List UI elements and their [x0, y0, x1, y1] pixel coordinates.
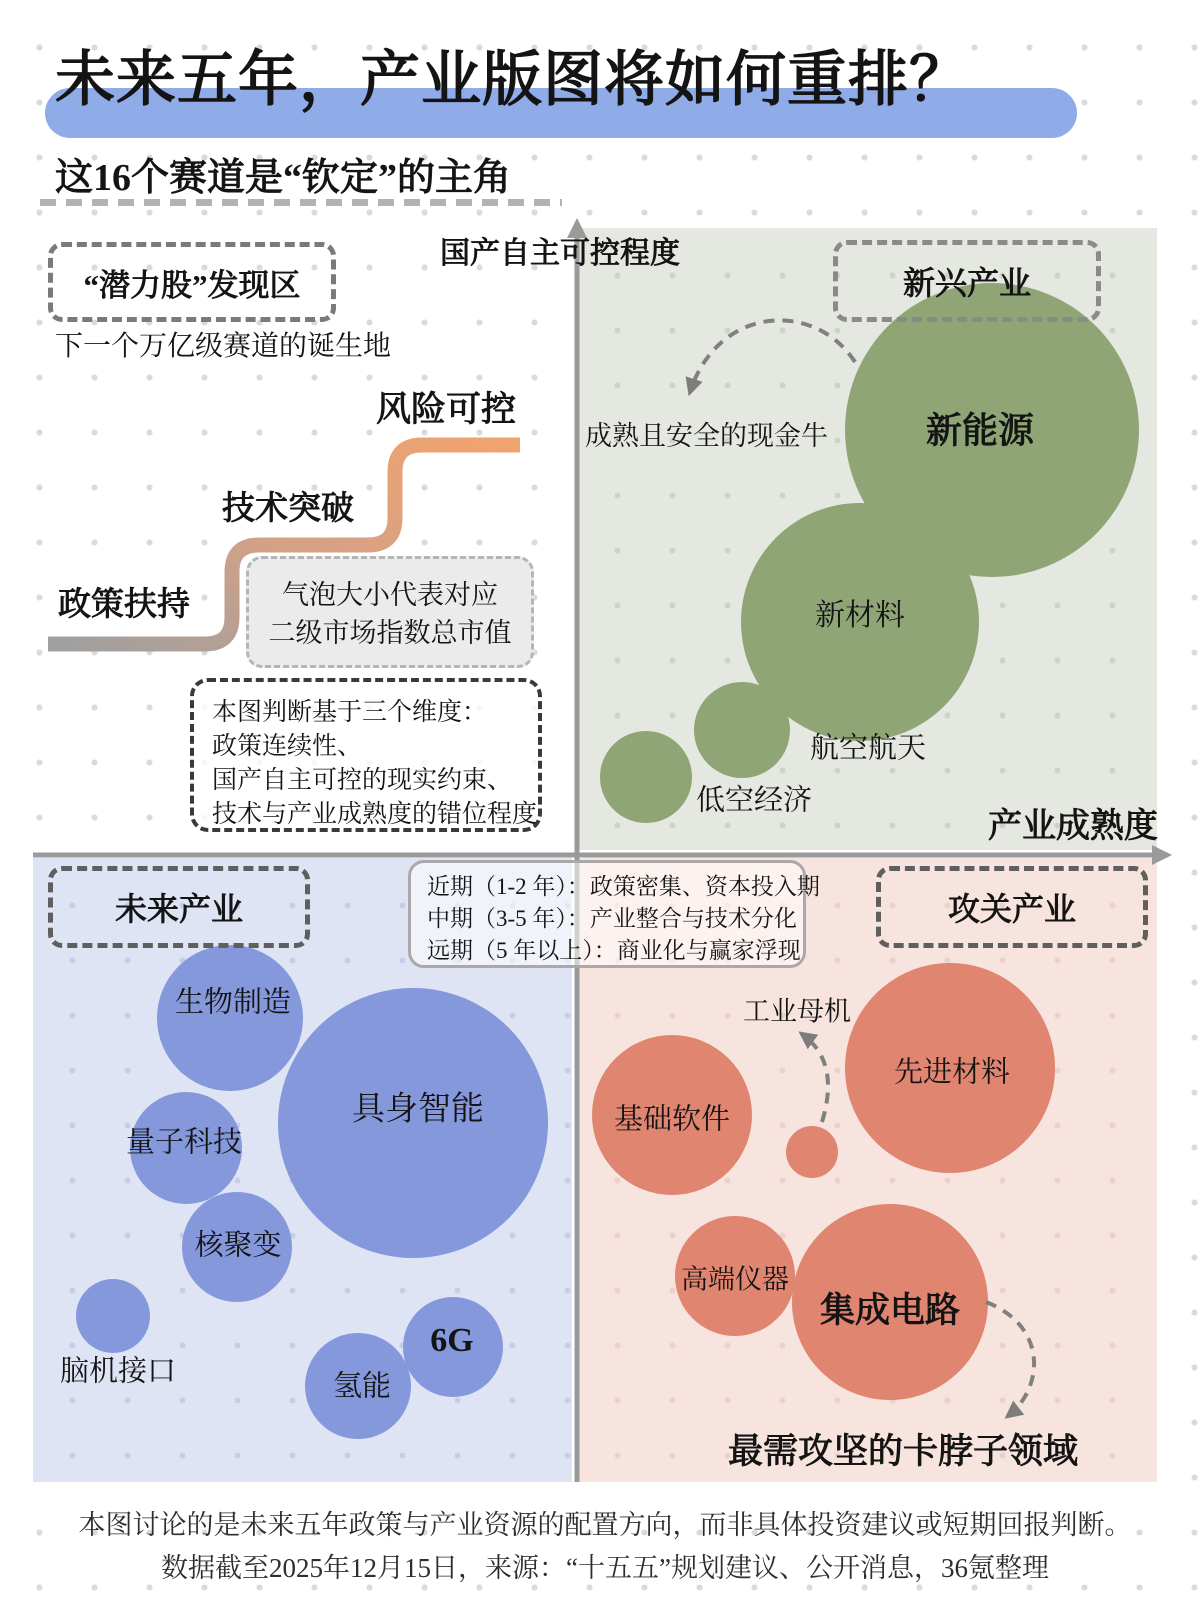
dimensions-note-line2: 政策连续性、: [212, 733, 363, 760]
bubble-工业母机: [786, 1126, 838, 1178]
step-label-tech: 技术突破: [222, 491, 354, 527]
y-axis-label: 国产自主可控程度: [440, 237, 680, 270]
bubble-label-新材料: 新材料: [815, 599, 905, 632]
bubble-脑机接口: [76, 1279, 150, 1353]
bubble-label-生物制造: 生物制造: [174, 986, 292, 1019]
periods-far: 远期（5 年以上）：商业化与赢家浮现: [427, 938, 801, 963]
bubble-label-核聚变: 核聚变: [194, 1229, 282, 1262]
bubble-label-脑机接口: 脑机接口: [59, 1355, 177, 1388]
bubble-size-note-line1: 气泡大小代表对应: [282, 580, 498, 610]
bubble-label-先进材料: 先进材料: [893, 1056, 1011, 1089]
quadrant-label-emerging-text: 新兴产业: [902, 265, 1031, 301]
page-subtitle: 这16个赛道是“钦定”的主角: [55, 157, 512, 199]
subtitle-dashed-underline: [40, 199, 562, 206]
bubble-label-低空经济: 低空经济: [695, 784, 813, 817]
bubble-label-6G: 6G: [430, 1322, 474, 1359]
quadrant-label-future: [48, 866, 310, 948]
footer-line2: 数据截至2025年12月15日，来源：“十五五”规划建议、公开消息，36氪整理: [161, 1553, 1049, 1583]
quadrant-label-breakthrough-text: 攻关产业: [947, 891, 1076, 927]
dimensions-note-line3: 国产自主可控的现实约束、: [212, 767, 513, 794]
dimensions-note-line1: 本图判断基于三个维度：: [212, 699, 488, 726]
cash-cow-annotation: 成熟且安全的现金牛: [585, 421, 828, 451]
periods-note-box: [408, 860, 820, 968]
bubble-label-具身智能: 具身智能: [352, 1091, 484, 1128]
bubble-label-新能源: 新能源: [925, 410, 1035, 451]
footer-line1: 本图讨论的是未来五年政策与产业资源的配置方向，而非具体投资建议或短期回报判断。: [78, 1510, 1132, 1540]
bubble-label-基础软件: 基础软件: [613, 1103, 731, 1136]
bubble-size-note-box: [246, 556, 534, 668]
step-label-policy: 政策扶持: [58, 587, 190, 623]
page-title: 未来五年，产业版图将如何重排？: [55, 47, 970, 113]
periods-near: 近期（1-2 年）：政策密集、资本投入期: [427, 874, 820, 899]
step-label-risk: 风险可控: [376, 390, 517, 429]
bubble-label-氢能: 氢能: [332, 1370, 392, 1403]
discovery-zone-sublabel: 下一个万亿级赛道的诞生地: [55, 331, 392, 362]
bubble-label-航空航天: 航空航天: [809, 732, 927, 765]
bubble-低空经济: [600, 731, 692, 823]
dimensions-note-line4: 技术与产业成熟度的错位程度: [212, 801, 538, 828]
bubble-size-note-line2: 二级市场指数总市值: [268, 618, 512, 648]
bubble-label-集成电路: 集成电路: [819, 1291, 961, 1330]
bubble-label-工业母机: 工业母机: [743, 996, 851, 1027]
discovery-zone-box: [48, 242, 336, 322]
bubble-label-高端仪器: 高端仪器: [681, 1264, 789, 1295]
quadrant-label-future-text: 未来产业: [114, 891, 243, 927]
discovery-zone-label: “潜力股”发现区: [83, 267, 301, 303]
quadrant-label-breakthrough: [876, 866, 1148, 948]
quadrant-label-emerging: [833, 240, 1101, 322]
periods-mid: 中期（3-5 年）：产业整合与技术分化: [427, 906, 797, 931]
x-axis-label: 产业成熟度: [988, 808, 1158, 845]
footer: [30, 1504, 1180, 1590]
dimensions-note-box: [190, 678, 542, 832]
bubble-航空航天: [694, 682, 790, 778]
bottleneck-annotation: 最需攻坚的卡脖子领域: [728, 1432, 1079, 1471]
bubble-label-量子科技: 量子科技: [125, 1126, 243, 1159]
